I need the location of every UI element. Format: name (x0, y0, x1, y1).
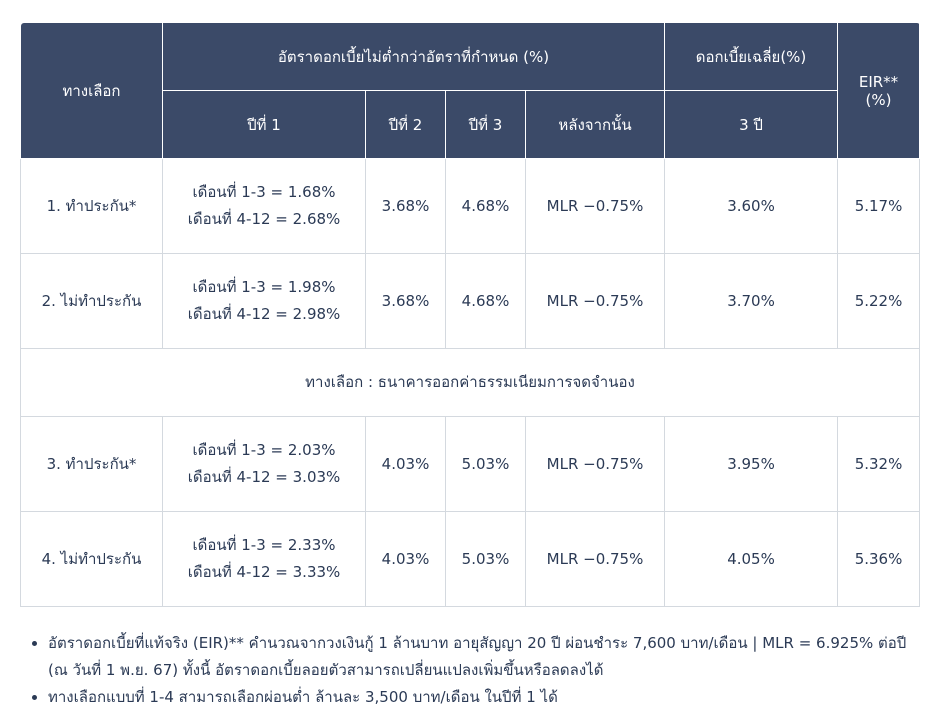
year3-cell: 5.03% (446, 512, 526, 607)
year3-cell: 4.68% (446, 159, 526, 254)
section-divider-label: ทางเลือก : ธนาคารออกค่าธรรมเนียมการจดจำนอง (21, 349, 920, 417)
header-eir (838, 23, 920, 159)
year1-months-4-12: เดือนที่ 4-12 = 3.03% (187, 468, 341, 486)
header-min-rate-group: อัตราดอกเบี้ยไม่ต่ำกว่าอัตราที่กำหนด (%) (163, 23, 665, 91)
year3-cell: 4.68% (446, 254, 526, 349)
header-year3: ปีที่ 3 (446, 91, 526, 159)
year1-months-4-12: เดือนที่ 4-12 = 3.33% (187, 563, 341, 581)
eir-cell: 5.36% (838, 512, 920, 607)
year1-months-1-3: เดือนที่ 1-3 = 1.68% (192, 183, 336, 201)
year2-cell: 4.03% (366, 417, 446, 512)
footnote-list (20, 630, 915, 711)
eir-cell: 5.17% (838, 159, 920, 254)
table-row (21, 417, 920, 512)
option-cell: 1. ทำประกัน* (21, 159, 163, 254)
rate-table-container (20, 22, 919, 607)
avg-cell: 3.70% (665, 254, 838, 349)
year1-months-4-12: เดือนที่ 4-12 = 2.68% (187, 210, 341, 228)
header-avg-rate-group: ดอกเบี้ยเฉลี่ย(%) (665, 23, 838, 91)
header-eir-label: EIR** (858, 72, 899, 91)
after-cell: MLR −0.75% (526, 512, 665, 607)
year1-cell (163, 512, 366, 607)
footnotes (20, 630, 915, 711)
avg-cell: 3.95% (665, 417, 838, 512)
year1-months-4-12: เดือนที่ 4-12 = 2.98% (187, 305, 341, 323)
option-cell: 4. ไม่ทำประกัน (21, 512, 163, 607)
eir-cell: 5.32% (838, 417, 920, 512)
year3-cell: 5.03% (446, 417, 526, 512)
year1-cell (163, 417, 366, 512)
year1-months-1-3: เดือนที่ 1-3 = 2.33% (192, 536, 336, 554)
interest-rate-table (20, 22, 920, 607)
header-year1: ปีที่ 1 (163, 91, 366, 159)
after-cell: MLR −0.75% (526, 254, 665, 349)
year2-cell: 4.03% (366, 512, 446, 607)
option-cell: 3. ทำประกัน* (21, 417, 163, 512)
year1-cell (163, 254, 366, 349)
after-cell: MLR −0.75% (526, 417, 665, 512)
year1-months-1-3: เดือนที่ 1-3 = 1.98% (192, 278, 336, 296)
section-divider-row (21, 349, 920, 417)
avg-cell: 4.05% (665, 512, 838, 607)
header-eir-unit: (%) (865, 90, 892, 109)
year2-cell: 3.68% (366, 159, 446, 254)
header-three-years: 3 ปี (665, 91, 838, 159)
year1-months-1-3: เดือนที่ 1-3 = 2.03% (192, 441, 336, 459)
table-header (21, 23, 920, 159)
after-cell: MLR −0.75% (526, 159, 665, 254)
header-year2: ปีที่ 2 (366, 91, 446, 159)
header-option: ทางเลือก (21, 23, 163, 159)
footnote-item: • อัตราดอกเบี้ยที่แท้จริง (EIR)** คำนวณจากวงเงินกู้ 1 ล้านบาท อายุสัญญา 20 ปี ผ่อนชำระ 7,600 บาท/เดือน | MLR = 6.925% ต่อปี (ณ วันที่ 1 พ.ย. 67) ทั้งนี้ อัตราดอกเบี้ยลอยตัวสามารถเปลี่ยนแปลงเพิ่มขึ้นหรือลดลงได้ (48, 630, 915, 684)
header-after: หลังจากนั้น (526, 91, 665, 159)
table-body (21, 159, 920, 607)
table-row (21, 512, 920, 607)
table-row (21, 254, 920, 349)
footnote-item: • ทางเลือกแบบที่ 1-4 สามารถเลือกผ่อนต่ำ ล้านละ 3,500 บาท/เดือน ในปีที่ 1 ได้ (48, 684, 915, 711)
year1-cell (163, 159, 366, 254)
option-cell: 2. ไม่ทำประกัน (21, 254, 163, 349)
avg-cell: 3.60% (665, 159, 838, 254)
eir-cell: 5.22% (838, 254, 920, 349)
table-row (21, 159, 920, 254)
year2-cell: 3.68% (366, 254, 446, 349)
